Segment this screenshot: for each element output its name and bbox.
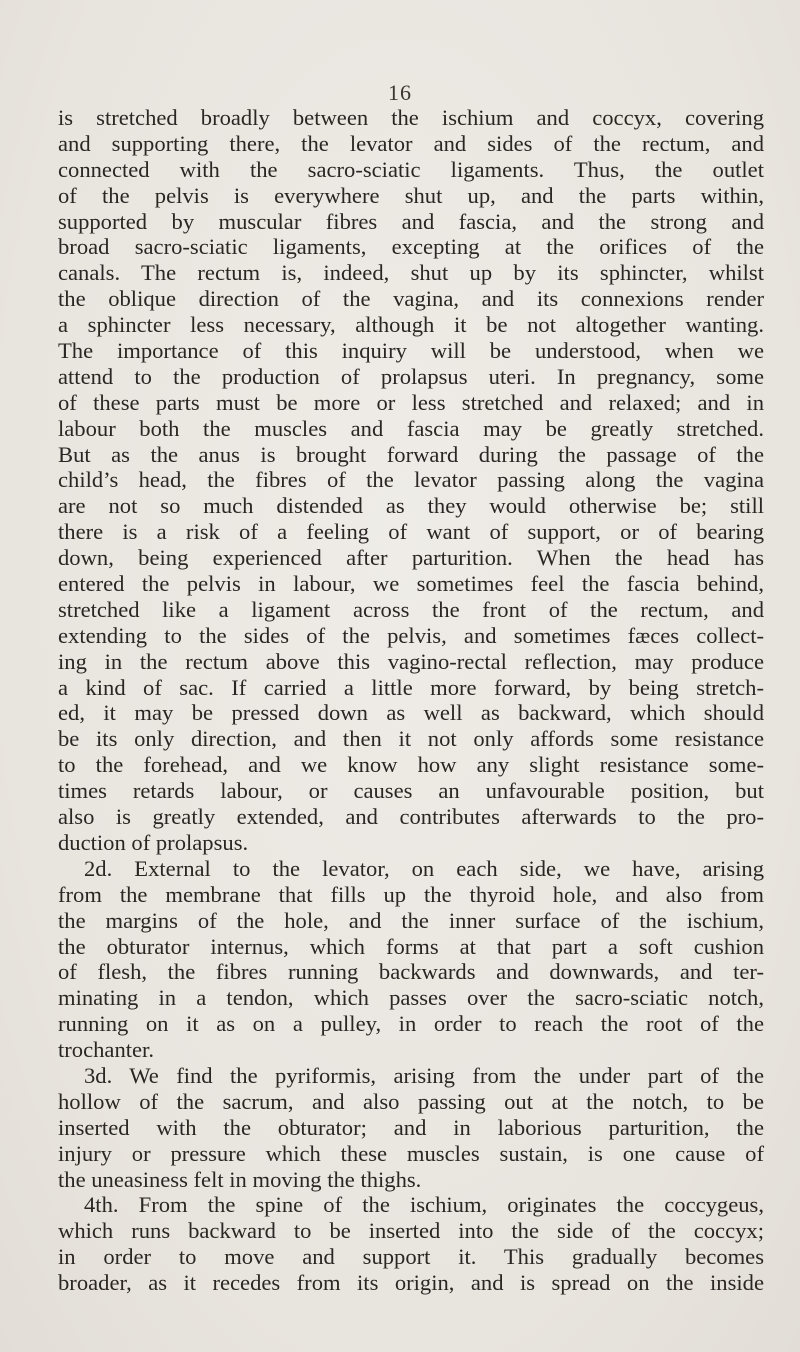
text-line: hollow of the sacrum, and also passing out at the notch, to be <box>58 1088 764 1114</box>
text-line: there is a risk of a feeling of want of support, or of bearing <box>58 519 764 545</box>
text-line: entered the pelvis in labour, we sometimes feel the fascia behind, <box>58 571 764 597</box>
text-line: in order to move and support it. This gradually becomes <box>58 1244 764 1270</box>
text-line: down, being experienced after parturition. When the head has <box>58 545 764 571</box>
text-line: of flesh, the fibres running backwards and downwards, and ter- <box>58 959 764 985</box>
text-line: But as the anus is brought forward during the passage of the <box>58 441 764 467</box>
text-line: broader, as it recedes from its origin, and is spread on the inside <box>58 1270 764 1296</box>
text-line: and supporting there, the levator and sides of the rectum, and <box>58 130 764 156</box>
text-line: the obturator internus, which forms at that part a soft cushion <box>58 933 764 959</box>
text-line: which runs backward to be inserted into the side of the coccyx; <box>58 1218 764 1244</box>
text-line: of the pelvis is everywhere shut up, and the parts within, <box>58 182 764 208</box>
text-line: the margins of the hole, and the inner surface of the ischium, <box>58 907 764 933</box>
text-line: ed, it may be pressed down as well as backward, which should <box>58 700 764 726</box>
text-line: labour both the muscles and fascia may be greatly stretched. <box>58 415 764 441</box>
text-line: also is greatly extended, and contributes afterwards to the pro- <box>58 804 764 830</box>
text-line: times retards labour, or causes an unfavourable position, but <box>58 778 764 804</box>
text-line: running on it as on a pulley, in order to reach the root of the <box>58 1011 764 1037</box>
text-line: connected with the sacro-sciatic ligaments. Thus, the outlet <box>58 156 764 182</box>
text-line: is stretched broadly between the ischium and coccyx, covering <box>58 105 764 130</box>
body-text <box>58 105 764 1296</box>
text-line: minating in a tendon, which passes over the sacro-sciatic notch, <box>58 985 764 1011</box>
text-line: from the membrane that fills up the thyroid hole, and also from <box>58 881 764 907</box>
text-line: The importance of this inquiry will be understood, when we <box>58 338 764 364</box>
text-line: extending to the sides of the pelvis, and sometimes fæces collect- <box>58 622 764 648</box>
text-line: the oblique direction of the vagina, and its connexions render <box>58 286 764 312</box>
page-number: 16 <box>388 80 412 105</box>
text-line: the uneasiness felt in moving the thighs. <box>58 1166 422 1192</box>
text-line: canals. The rectum is, indeed, shut up by its sphincter, whilst <box>58 260 764 286</box>
text-line: inserted with the obturator; and in laborious parturition, the <box>58 1114 764 1140</box>
text-line: duction of prolapsus. <box>58 829 249 855</box>
text-line: broad sacro-sciatic ligaments, excepting at the orifices of the <box>58 234 764 260</box>
paragraph-start-line: 4th. From the spine of the ischium, originates the coccygeus, <box>84 1192 764 1218</box>
text-line: injury or pressure which these muscles sustain, is one cause of <box>58 1140 764 1166</box>
text-line: stretched like a ligament across the front of the rectum, and <box>58 596 764 622</box>
text-line: to the forehead, and we know how any slight resistance some- <box>58 752 764 778</box>
text-line: supported by muscular fibres and fascia, and the strong and <box>58 208 764 234</box>
text-line: ing in the rectum above this vagino-rectal reflection, may produce <box>58 648 764 674</box>
text-line: attend to the production of prolapsus uteri. In pregnancy, some <box>58 363 764 389</box>
paragraph-start-line: 2d. External to the levator, on each side, we have, arising <box>84 855 764 881</box>
text-line: are not so much distended as they would otherwise be; still <box>58 493 764 519</box>
text-line: of these parts must be more or less stretched and relaxed; and in <box>58 389 764 415</box>
paragraph-start-line: 3d. We find the pyriformis, arising from the under part of the <box>84 1062 764 1088</box>
text-line: a kind of sac. If carried a little more forward, by being stretch- <box>58 674 764 700</box>
text-line: trochanter. <box>58 1037 154 1063</box>
text-line: child’s head, the fibres of the levator passing along the vagina <box>58 467 764 493</box>
text-line: be its only direction, and then it not only affords some resistance <box>58 726 764 752</box>
text-line: a sphincter less necessary, although it be not altogether wanting. <box>58 312 764 338</box>
